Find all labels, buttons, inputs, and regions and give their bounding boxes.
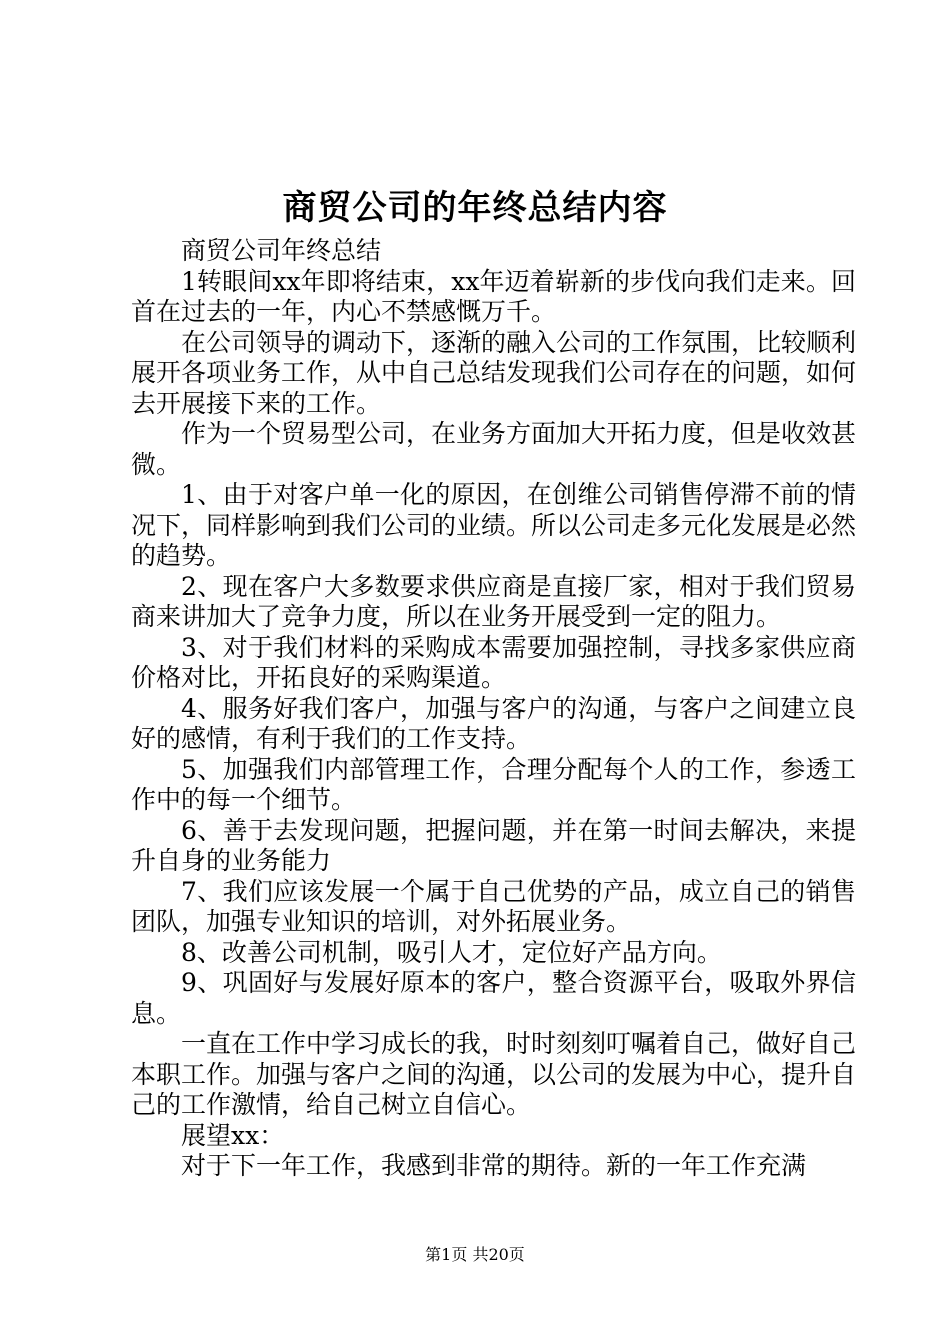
paragraph: 对于下一年工作，我感到非常的期待。新的一年工作充满 xyxy=(181,1151,807,1180)
paragraph: 5、加强我们内部管理工作，合理分配每个人的工作，参透工作中的每一个细节。 xyxy=(131,754,856,814)
paragraph: 8、改善公司机制，吸引人才，定位好产品方向。 xyxy=(181,937,722,967)
paragraph: 作为一个贸易型公司，在业务方面加大开拓力度，但是收效甚微。 xyxy=(131,419,857,479)
paragraph: 在公司领导的调动下，逐渐的融入公司的工作氛围，比较顺利展开各项业务工作，从中自己总结发现我们公司存在的问题，如何去开展接下来的工作。 xyxy=(131,327,857,418)
paragraph: 展望xx： xyxy=(181,1120,285,1150)
page-footer: 第1页 共20页 xyxy=(425,1245,525,1264)
paragraph: 2、现在客户大多数要求供应商是直接厂家，相对于我们贸易商来讲加大了竞争力度，所以在业务开展受到一定的阻力。 xyxy=(131,571,856,631)
paragraph: 1、由于对客户单一化的原因，在创维公司销售停滞不前的情况下，同样影响到我们公司的业绩。所以公司走多元化发展是必然的趋势。 xyxy=(131,480,857,570)
paragraph: 1转眼间xx年即将结束，xx年迈着崭新的步伐向我们走来。回首在过去的一年，内心不禁感慨万千。 xyxy=(131,266,856,326)
paragraph: 6、善于去发现问题，把握问题，并在第一时间去解决，来提升自身的业务能力 xyxy=(131,815,856,875)
paragraph: 7、我们应该发展一个属于自己优势的产品，成立自己的销售团队，加强专业知识的培训，对外拓展业务。 xyxy=(131,876,856,936)
paragraph: 3、对于我们材料的采购成本需要加强控制，寻找多家供应商价格对比，开拓良好的采购渠道。 xyxy=(131,632,856,692)
paragraph: 一直在工作中学习成长的我，时时刻刻叮嘱着自己，做好自己本职工作。加强与客户之间的沟通，以公司的发展为中心，提升自己的工作激情，给自己树立自信心。 xyxy=(131,1029,857,1119)
paragraph: 9、巩固好与发展好原本的客户，整合资源平台，吸取外界信息。 xyxy=(131,968,856,1028)
paragraph: 商贸公司年终总结 xyxy=(181,236,382,265)
document-title: 商贸公司的年终总结内容 xyxy=(282,188,668,228)
paragraph: 4、服务好我们客户，加强与客户的沟通，与客户之间建立良好的感情，有利于我们的工作支持。 xyxy=(131,693,856,753)
document-body xyxy=(131,236,856,1182)
